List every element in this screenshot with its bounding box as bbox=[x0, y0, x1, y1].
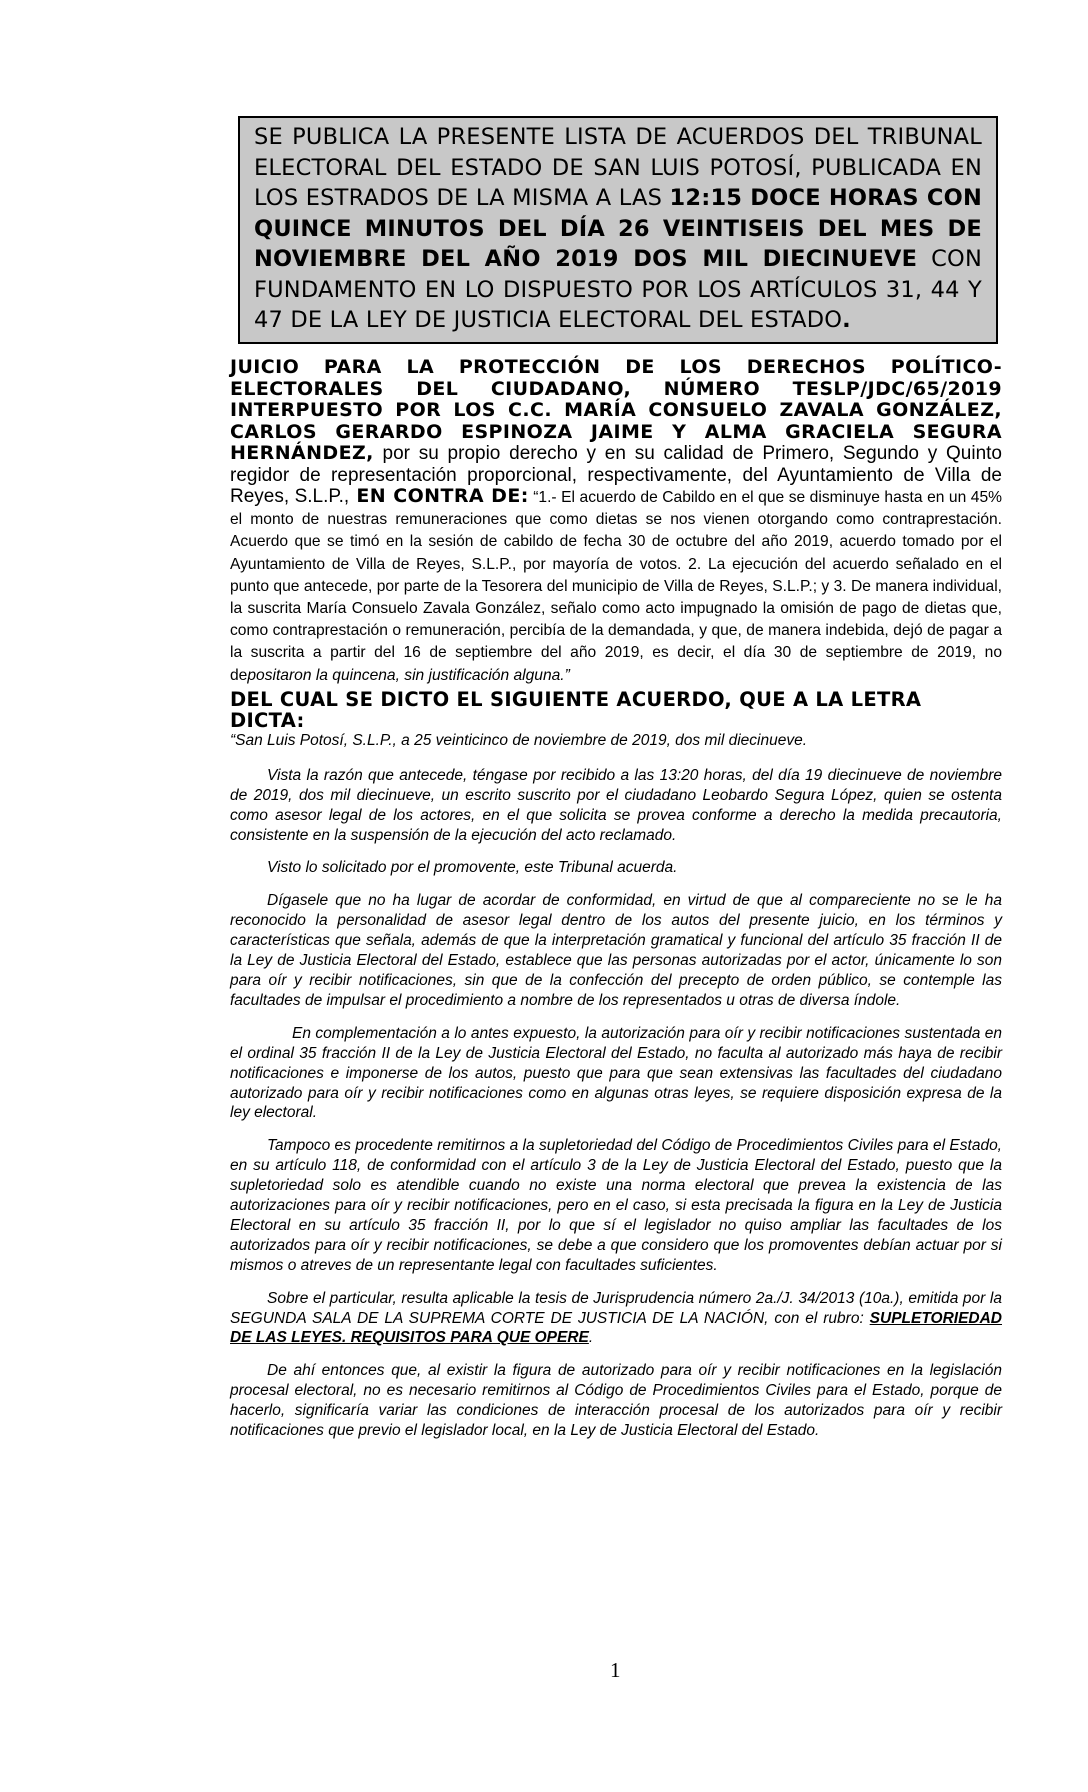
notice-end-period: . bbox=[842, 307, 851, 333]
paragraph-6-end: . bbox=[588, 1329, 594, 1347]
paragraph-5: Tampoco es procedente remitirnos a la supletoriedad del Código de Procedimientos Civiles para el Estado, en su artículo 118, de conformidad con el artículo 3 de la Ley de Justicia Electoral del Estado, puesto que la supletoriedad solo es atendible cuando no existe una norma electoral que prevea la existencia de las autorizaciones para oír y recibir notificaciones, pero en el caso, si esta precisada la figura en la Ley de Justicia Electoral en su artículo 35 fracción II, por lo que sí el legislador no quiso ampliar las facultades de los autorizados para oír y recibir notificaciones, se debe a que considero que los promoventes debían actuar por si mismos o atreves de un representante legal con facultades suficientes. bbox=[230, 1137, 1002, 1274]
case-heading bbox=[230, 357, 1002, 686]
notice-text-1: SE PUBLICA LA PRESENTE LISTA DE ACUERDOS DEL TRIBUNAL ELECTORAL DEL ESTADO DE SAN LUIS POTOSÍ, PUBLICADA EN LOS ESTRADOS DE LA MISMA A LAS bbox=[254, 124, 982, 211]
document-body bbox=[230, 357, 1002, 1441]
contested-acts-quote: “1.- El acuerdo de Cabildo en el que se disminuye hasta en un 45% el monto de nuestras remuneraciones que como dietas se nos vienen otorgando como contraprestación. Acuerdo que se timó en la sesión de cabildo de fecha 30 de octubre del año 2019, acuerdo tomado por el Ayuntamiento de Villa de Reyes, S.L.P., por mayoría de votos. 2. La ejecución del acuerdo señalado en el punto que antecede, por parte de la Tesorera del municipio de Villa de Reyes, S.L.P.; y 3. De manera individual, la suscrita María Consuelo Zavala González, señalo como acto impugnado la omisión de pago de dietas que, como contraprestación o remuneración, percibía de la demandada, y que, de manera indebida, dejó de pagar a la suscrita a partir del 16 de septiembre del año 2019, es decir, el día 30 de septiembre de 2019, no de bbox=[230, 489, 1003, 684]
agreement-dateline: “San Luis Potosí, S.L.P., a 25 veinticinco de noviembre de 2019, dos mil diecinueve. bbox=[230, 731, 808, 749]
paragraph-4: En complementación a lo antes expuesto, la autorización para oír y recibir notificaciones sustentada en el ordinal 35 fracción II de la Ley de Justicia Electoral del Estado, no faculta al autorizado más haya de recibir notificaciones e imponerse de los autos, puesto que para que sean extensivas las facultades del ciudadano autorizado para oír y recibir notificaciones como en algunas otras leyes, se requiere disposición expresa de la ley electoral. bbox=[230, 1024, 1002, 1122]
agreement-heading: DEL CUAL SE DICTO EL SIGUIENTE ACUERDO, QUE A LA LETRA DICTA: bbox=[230, 687, 922, 732]
case-parties-description: por su propio derecho y en su calidad de Primero, Segundo y Quinto regidor de representación proporcional, respectivamente, del Ayuntamiento de Villa de Reyes, S.L.P., bbox=[230, 443, 1002, 507]
contested-acts-quote-end: positaron la quincena, sin justificación alguna.” bbox=[247, 666, 570, 684]
jurisprudence-rubric: SUPLETORIEDAD DE LAS LEYES. REQUISITOS PARA QUE OPERE bbox=[230, 1309, 1002, 1347]
paragraph-3: Dígasele que no ha lugar de acordar de conformidad, en virtud de que al compareciente no se le ha reconocido la personalidad de asesor legal dentro de los autos del presente juicio, en los términos y características que señala, además de que la interpretación gramatical y funcional del artículo 35 fracción II de la Ley de Justicia Electoral del Estado, establece que las personas autorizadas por el actor, únicamente lo son para oír y recibir notificaciones, sin que de la confección del precepto de orden público, se contemple las facultades de impulsar el procedimiento a nombre de los representados u otras de diversa índole. bbox=[230, 892, 1002, 1009]
publication-notice-box bbox=[238, 116, 998, 344]
notice-time-date: 12:15 DOCE HORAS CON QUINCE MINUTOS DEL DÍA 26 VEINTISEIS DEL MES DE NOVIEMBRE DEL AÑO 2019 DOS MIL DIECINUEVE bbox=[254, 185, 982, 272]
paragraph-1: Vista la razón que antecede, téngase por recibido a las 13:20 horas, del día 19 diecinueve de noviembre de 2019, dos mil diecinueve, un escrito suscrito por el ciudadano Leobardo Segura López, quien se ostenta como asesor legal de los actores, en el que solicita se provea conforme a derecho la medida precautoria, consistente en la suspensión de la ejecución del acto reclamado. bbox=[230, 766, 1002, 844]
case-title: JUICIO PARA LA PROTECCIÓN DE LOS DERECHOS POLÍTICO-ELECTORALES DEL CIUDADANO, NÚMERO TESLP/JDC/65/2019 INTERPUESTO POR LOS C.C. MARÍA CONSUELO ZAVALA GONZÁLEZ, CARLOS GERARDO ESPINOZA JAIME Y ALMA GRACIELA SEGURA HERNÁNDEZ, bbox=[230, 356, 1002, 464]
notice-text-2: CON FUNDAMENTO EN LO DISPUESTO POR LOS ARTÍCULOS 31, 44 Y 47 DE LA LEY DE JUSTICIA ELECTORAL DEL ESTADO bbox=[254, 246, 982, 333]
paragraph-6 bbox=[230, 1289, 1002, 1349]
page-number: 1 bbox=[610, 1658, 621, 1682]
paragraph-7: De ahí entonces que, al existir la figura de autorizado para oír y recibir notificaciones en la legislación procesal electoral, no es necesario remitirnos al Código de Procedimientos Civiles para el Estado, porque de hacerlo, significaría variar las condiciones de interacción procesal de los autorizados para oír y recibir notificaciones que previo el legislador local, en la Ley de Justicia Electoral del Estado. bbox=[230, 1362, 1002, 1440]
paragraph-2: Visto lo solicitado por el promovente, este Tribunal acuerda. bbox=[267, 859, 678, 877]
paragraph-6-text: Sobre el particular, resulta aplicable la tesis de Jurisprudencia número 2a./J. 34/2013 (10a.), emitida por la SEGUNDA SALA DE LA SUPREMA CORTE DE JUSTICIA DE LA NACIÓN, con el rubro: bbox=[230, 1289, 1002, 1327]
en-contra-de-label: EN CONTRA DE: bbox=[349, 485, 529, 507]
